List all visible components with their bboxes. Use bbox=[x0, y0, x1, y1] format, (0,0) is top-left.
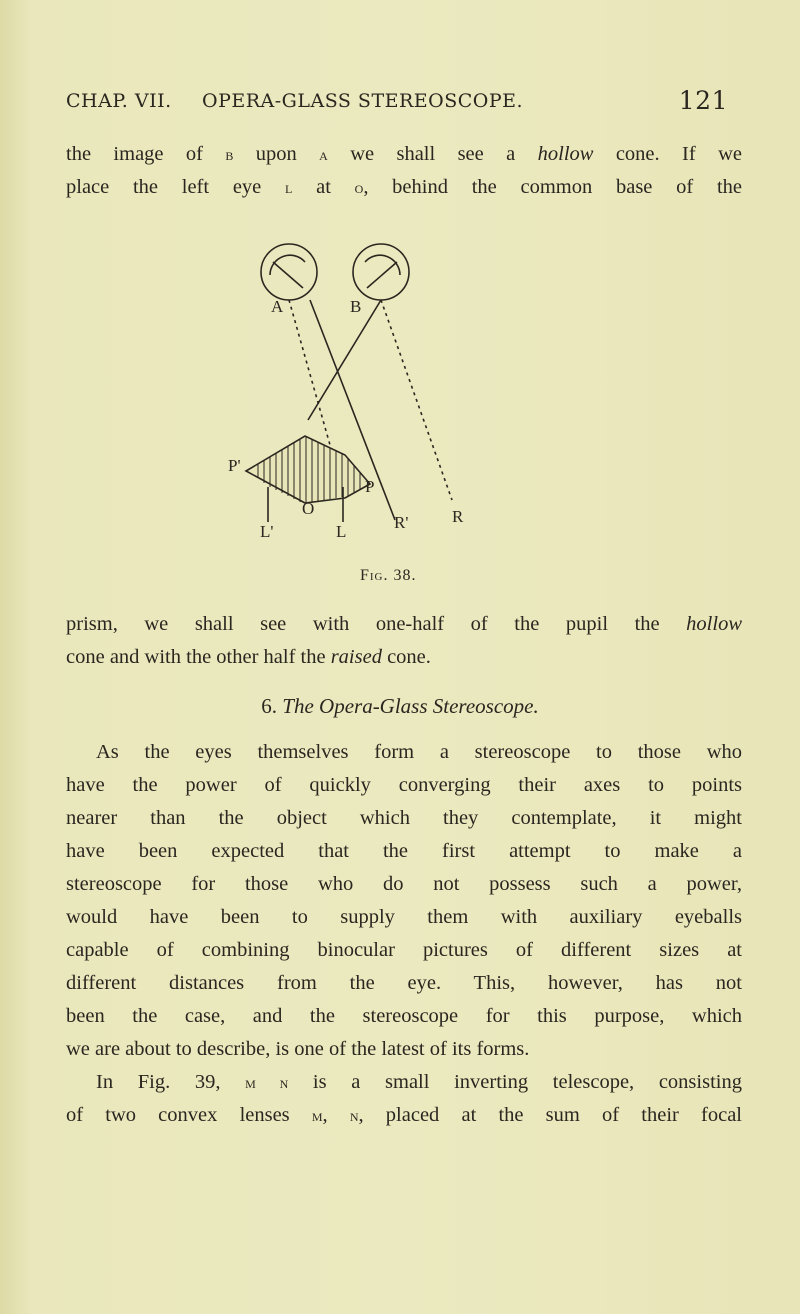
text-line: we are about to describe, is one of the latest of its forms. bbox=[66, 1038, 530, 1060]
figure-38-diagram bbox=[0, 0, 800, 600]
text-line: place the left eye l at o, behind the common base of the bbox=[66, 176, 742, 198]
ray-b-dashed bbox=[381, 300, 452, 500]
label-r: R bbox=[452, 507, 464, 526]
text-line: prism, we shall see with one-half of the pupil the hollow bbox=[66, 613, 742, 635]
section-heading: 6. The Opera-Glass Stereoscope. bbox=[261, 694, 539, 718]
text-line: capable of combining binocular pictures of different sizes at bbox=[66, 939, 742, 961]
prism bbox=[246, 436, 370, 503]
paragraph-fig39 bbox=[66, 1066, 742, 1132]
label-o: O bbox=[302, 499, 315, 518]
left-eye-circle bbox=[261, 244, 317, 300]
text-line: would have been to supply them with auxiliary eyeballs bbox=[66, 906, 742, 928]
chapter-label: CHAP. VII. bbox=[66, 90, 172, 112]
text-line: the image of b upon a we shall see a hollow cone. If we bbox=[66, 143, 742, 165]
label-a: A bbox=[271, 297, 284, 316]
text-line: In Fig. 39, m n is a small inverting telescope, consisting bbox=[96, 1071, 742, 1093]
label-r-prime: R' bbox=[394, 513, 409, 532]
text-line: been the case, and the stereoscope for this purpose, which bbox=[66, 1005, 742, 1027]
label-l-prime: L' bbox=[260, 522, 274, 541]
label-p: P bbox=[365, 477, 375, 496]
figure-caption: Fig. 38. bbox=[360, 567, 417, 584]
text-line: of two convex lenses m, n, placed at the sum of their focal bbox=[66, 1104, 743, 1126]
text-line: have been expected that the first attempt to make a bbox=[66, 840, 742, 862]
paragraph-prism bbox=[66, 608, 742, 674]
label-p-prime: P' bbox=[228, 456, 241, 475]
paragraph-stereoscope bbox=[66, 736, 742, 1066]
text-line: cone and with the other half the raised cone. bbox=[66, 646, 431, 668]
label-b: B bbox=[350, 297, 362, 316]
ray-b-solid bbox=[308, 300, 381, 420]
page-number: 121 bbox=[678, 86, 728, 115]
text-line: As the eyes themselves form a stereoscope to those who bbox=[96, 741, 742, 763]
text-line: have the power of quickly converging their axes to points bbox=[66, 774, 742, 796]
text-line: different distances from the eye. This, however, has not bbox=[66, 972, 742, 994]
label-l: L bbox=[336, 522, 347, 541]
running-title: OPERA-GLASS STEREOSCOPE. bbox=[202, 90, 524, 112]
text-line: nearer than the object which they contemplate, it might bbox=[66, 807, 742, 829]
text-line: stereoscope for those who do not possess such a power, bbox=[66, 873, 742, 895]
right-eye-circle bbox=[353, 244, 409, 300]
